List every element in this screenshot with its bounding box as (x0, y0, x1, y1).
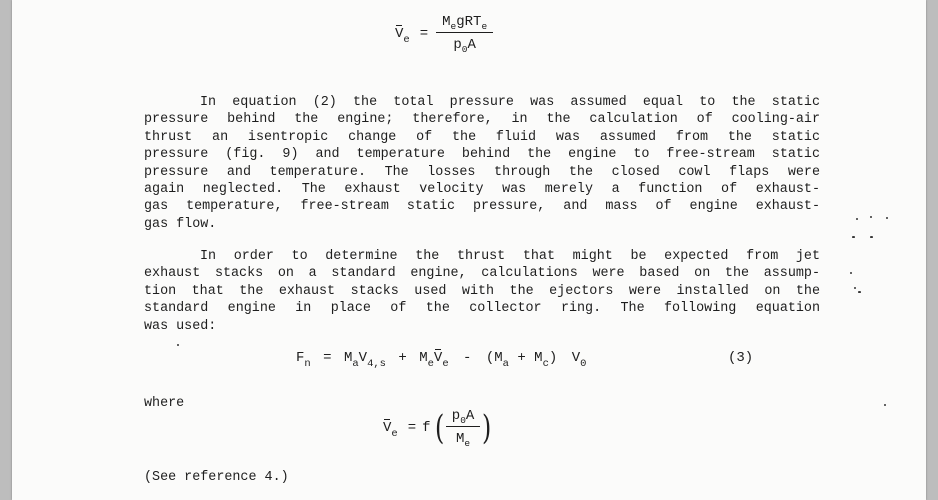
close-paren: ) (482, 407, 492, 448)
scan-speck (870, 236, 873, 238)
scan-speck (886, 217, 888, 219)
paragraph-line: standard engine in place of the collector ring. The following equation (144, 301, 820, 317)
equation-exhaust-velocity (395, 14, 493, 53)
eq-bottom-lhs: $V_e$ (383, 419, 398, 440)
scan-speck (852, 236, 855, 238)
open-paren: ( (434, 407, 444, 448)
equation-net-thrust: $F_n = M_aV_{4,s} + M_eV_e - (M_a + M_c)$ $V_0$ (296, 350, 587, 370)
paragraph-line: pressure (fig. 9) and temperature behind the engine to free-stream static (144, 147, 820, 163)
paragraph-line: was used: (144, 318, 217, 334)
scan-speck (177, 344, 179, 346)
paragraph-line: exhaust stacks on a standard engine, calculations were based on the assump- (144, 266, 820, 282)
scan-speck (870, 216, 872, 218)
paragraph-line: gas temperature, free-stream static pressure, and mass of engine exhaust- (144, 199, 820, 215)
paragraph-total-pressure (144, 94, 820, 233)
scan-speck (854, 287, 856, 289)
reference-note: (See reference 4.) (144, 470, 289, 485)
equation-number: (3) (728, 350, 754, 366)
document-page (12, 0, 926, 500)
paragraph-line: gas flow. (144, 216, 217, 232)
paragraph-line: thrust an isentropic change of the fluid was assumed from the static (144, 129, 820, 145)
paragraph-line: pressure and temperature. The losses through the closed cowl flaps were (144, 164, 820, 180)
paragraph-line: In order to determine the thrust that might be expected from jet (200, 249, 820, 264)
scan-speck (858, 291, 861, 293)
scan-speck (850, 272, 852, 274)
paragraph-jet-exhaust-stacks (144, 248, 820, 335)
eq-top-numerator: $M_egRT_e$ (436, 14, 493, 33)
scan-speck (856, 218, 858, 220)
paragraph-line: again neglected. The exhaust velocity was merely a function of exhaust- (144, 182, 820, 198)
eq-top-lhs: $V_e$ (395, 25, 410, 46)
equation-velocity-function: $V_e$ = f ( $\frac{p_0A}{M_e}$ ) (383, 407, 492, 449)
paragraph-line: tion that the exhaust stacks used with the ejectors were installed on the (144, 283, 820, 299)
eq-top-denominator: $p_0A$ (453, 37, 476, 55)
scan-speck (884, 404, 886, 406)
paragraph-line: pressure behind the engine; therefore, in the calculation of cooling-air (144, 112, 820, 128)
eq-top-equals: = (419, 25, 429, 42)
eq-top-fraction (436, 14, 493, 53)
eq-bottom-fraction: $\frac{p_0A}{M_e}$ (446, 408, 481, 447)
where-label: where (144, 396, 185, 411)
paragraph-line: In equation (2) the total pressure was assumed equal to the static (200, 95, 820, 110)
